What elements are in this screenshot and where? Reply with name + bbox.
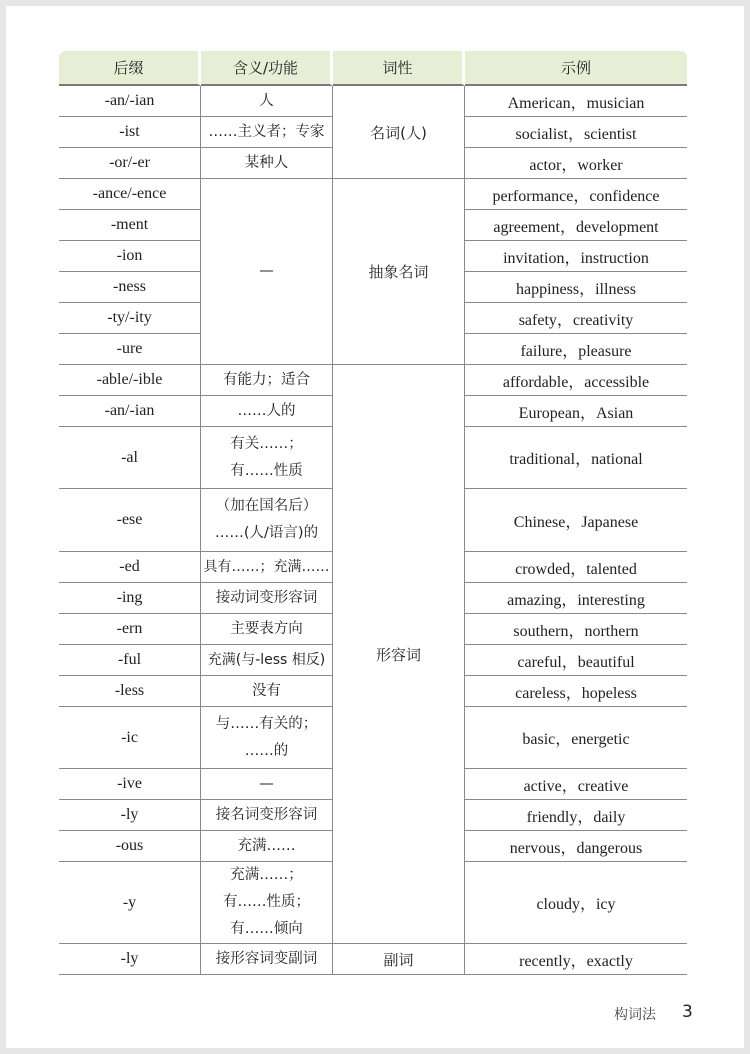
table-row: [59, 944, 687, 975]
meaning-cell: 具有……；充满……: [201, 552, 333, 583]
meaning-cell: [201, 489, 333, 552]
meaning-line: 有……性质: [230, 462, 303, 479]
meaning-line: 有……倾向: [230, 921, 303, 937]
suffix-cell: -ion: [59, 241, 201, 272]
meaning-line: ……的: [244, 742, 289, 759]
example-cell: safety，creativity: [465, 303, 687, 334]
meaning-cell: 没有: [201, 676, 333, 707]
table-row: [59, 179, 687, 210]
header-meaning: 含义/功能: [201, 51, 333, 86]
example-cell: crowded，talented: [465, 552, 687, 583]
suffix-cell: -ty/-ity: [59, 303, 201, 334]
pos-cell-noun-person: 名词(人): [333, 86, 465, 179]
pos-cell-adverb: 副词: [333, 944, 465, 975]
meaning-cell: 接动词变形容词: [201, 583, 333, 614]
example-cell: careless，hopeless: [465, 676, 687, 707]
suffix-cell: -an/-ian: [59, 396, 201, 427]
example-cell: affordable，accessible: [465, 365, 687, 396]
example-cell: basic，energetic: [465, 707, 687, 769]
pos-cell-abstract-noun: 抽象名词: [333, 179, 465, 365]
meaning-cell: [201, 862, 333, 944]
table-row: [59, 86, 687, 117]
suffix-cell: -ist: [59, 117, 201, 148]
meaning-cell: 接名词变形容词: [201, 800, 333, 831]
page-number: 3: [682, 1002, 693, 1022]
example-cell: amazing，interesting: [465, 583, 687, 614]
meaning-cell: 充满……: [201, 831, 333, 862]
example-cell: socialist，scientist: [465, 117, 687, 148]
suffix-cell: -an/-ian: [59, 86, 201, 117]
suffix-cell: -ness: [59, 272, 201, 303]
suffix-cell: -ing: [59, 583, 201, 614]
meaning-cell: ……人的: [201, 396, 333, 427]
meaning-line: ……(人/语言)的: [214, 525, 319, 541]
example-cell: recently，exactly: [465, 944, 687, 975]
suffix-cell: -ern: [59, 614, 201, 645]
example-cell: agreement，development: [465, 210, 687, 241]
suffix-cell: -ly: [59, 800, 201, 831]
suffix-cell: -less: [59, 676, 201, 707]
suffix-table: [59, 51, 687, 975]
example-cell: Chinese，Japanese: [465, 489, 687, 552]
meaning-cell: [201, 707, 333, 769]
example-cell: American，musician: [465, 86, 687, 117]
meaning-cell: 人: [201, 86, 333, 117]
example-cell: happiness，illness: [465, 272, 687, 303]
suffix-cell: -ese: [59, 489, 201, 552]
header-pos: 词性: [333, 51, 465, 86]
suffix-cell: -ly: [59, 944, 201, 975]
footer-section-label: 构词法: [614, 1007, 656, 1023]
suffix-cell: -ment: [59, 210, 201, 241]
suffix-cell: -ure: [59, 334, 201, 365]
example-cell: careful，beautiful: [465, 645, 687, 676]
example-cell: European，Asian: [465, 396, 687, 427]
suffix-cell: -ic: [59, 707, 201, 769]
example-cell: performance，confidence: [465, 179, 687, 210]
suffix-cell: -y: [59, 862, 201, 944]
suffix-cell: -ive: [59, 769, 201, 800]
example-cell: actor，worker: [465, 148, 687, 179]
suffix-cell: -able/-ible: [59, 365, 201, 396]
meaning-cell-abstract: —: [201, 179, 333, 365]
suffix-cell: -or/-er: [59, 148, 201, 179]
suffix-cell: -ed: [59, 552, 201, 583]
meaning-line: 与……有关的；: [215, 715, 318, 732]
header-suffix: 后缀: [59, 51, 201, 86]
meaning-cell: 充满(与-less 相反): [201, 645, 333, 676]
meaning-line: 有关……；: [230, 435, 303, 452]
table-row: [59, 365, 687, 396]
example-cell: invitation，instruction: [465, 241, 687, 272]
meaning-cell: 接形容词变副词: [201, 944, 333, 975]
header-example: 示例: [465, 51, 687, 86]
suffix-cell: -ous: [59, 831, 201, 862]
example-cell: southern，northern: [465, 614, 687, 645]
meaning-cell: 有能力；适合: [201, 365, 333, 396]
meaning-cell: —: [201, 769, 333, 800]
pos-cell-adjective: 形容词: [333, 365, 465, 944]
example-cell: traditional，national: [465, 427, 687, 489]
meaning-cell: [201, 427, 333, 489]
meaning-line: 充满……；: [230, 867, 303, 883]
example-cell: failure，pleasure: [465, 334, 687, 365]
meaning-cell: 主要表方向: [201, 614, 333, 645]
suffix-cell: -al: [59, 427, 201, 489]
example-cell: nervous，dangerous: [465, 831, 687, 862]
meaning-line: （加在国名后）: [215, 498, 318, 514]
meaning-cell: ……主义者；专家: [201, 117, 333, 148]
example-cell: friendly，daily: [465, 800, 687, 831]
table-header-row: [59, 51, 687, 86]
suffix-cell: -ance/-ence: [59, 179, 201, 210]
example-cell: cloudy，icy: [465, 862, 687, 944]
meaning-line: 有……性质；: [223, 894, 310, 910]
suffix-cell: -ful: [59, 645, 201, 676]
example-cell: active，creative: [465, 769, 687, 800]
meaning-cell: 某种人: [201, 148, 333, 179]
